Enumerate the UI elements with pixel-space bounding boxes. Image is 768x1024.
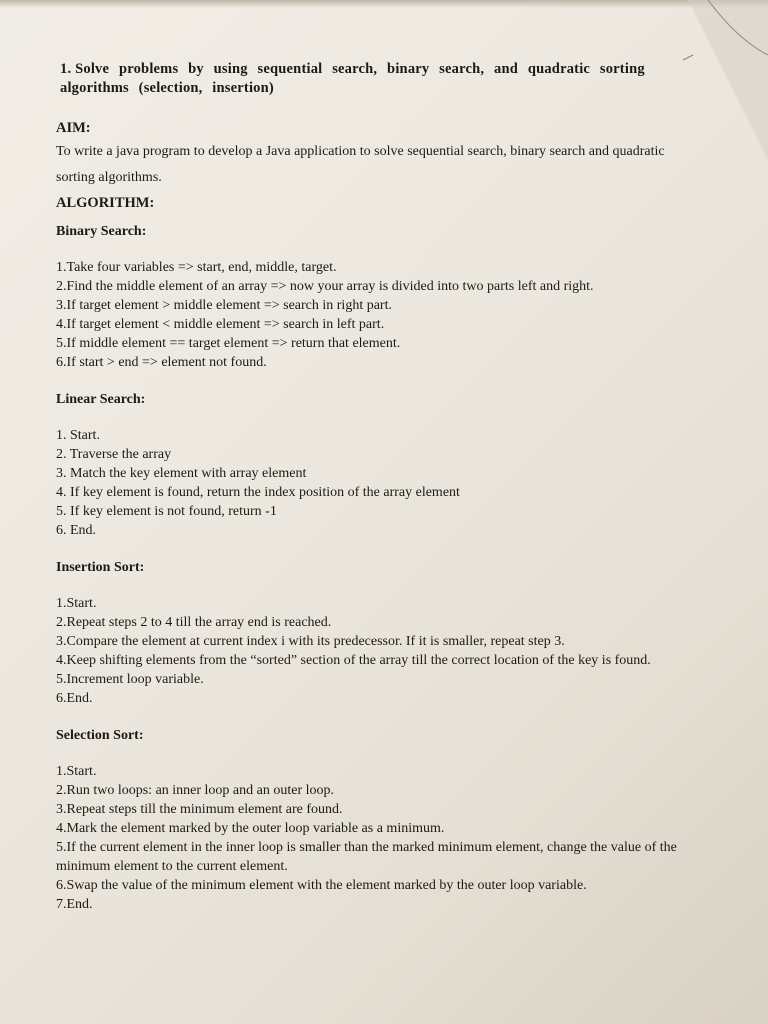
step-item: 4.Keep shifting elements from the “sorted” section of the array till the correct location of the key is found. — [56, 653, 651, 668]
section-insertion-sort — [56, 560, 706, 708]
exercise-number: 1. — [60, 61, 72, 77]
section-selection-sort — [56, 728, 706, 914]
step-list — [56, 426, 706, 540]
step-item: 2.Run two loops: an inner loop and an outer loop. — [56, 783, 335, 798]
step-item: 1.Start. — [56, 596, 97, 611]
aim-heading: AIM: — [56, 120, 91, 136]
section-binary-search — [56, 224, 706, 372]
step-item: 3.If target element > middle element => search in right part. — [56, 298, 392, 313]
step-item: 5.If middle element == target element => return that element. — [56, 336, 401, 351]
document-content — [56, 60, 706, 934]
step-item: 6.Swap the value of the minimum element with the element marked by the outer loop variable. — [56, 878, 587, 893]
step-item: 5. If key element is not found, return -1 — [56, 504, 277, 519]
step-item: 4.Mark the element marked by the outer loop variable as a minimum. — [56, 821, 445, 836]
step-item: 1.Start. — [56, 764, 97, 779]
step-item: 6.If start > end => element not found. — [56, 355, 267, 370]
step-item: 3.Repeat steps till the minimum element are found. — [56, 802, 343, 817]
step-list — [56, 594, 706, 708]
step-item: 2.Repeat steps 2 to 4 till the array end is reached. — [56, 615, 332, 630]
section-heading: Selection Sort: — [56, 728, 144, 743]
step-item: 2. Traverse the array — [56, 447, 172, 462]
step-item: 5.Increment loop variable. — [56, 672, 204, 687]
step-item: 7.End. — [56, 897, 93, 912]
algorithm-heading: ALGORITHM: — [56, 195, 155, 211]
section-linear-search — [56, 392, 706, 540]
step-item: 2.Find the middle element of an array => now your array is divided into two parts left and right. — [56, 279, 594, 294]
step-item: 6. End. — [56, 523, 97, 538]
step-item: 1. Start. — [56, 428, 100, 443]
step-item: 4. If key element is found, return the index position of the array element — [56, 485, 460, 500]
step-item: 6.End. — [56, 691, 93, 706]
step-item: 1.Take four variables => start, end, middle, target. — [56, 260, 337, 275]
section-heading: Insertion Sort: — [56, 560, 145, 575]
step-list — [56, 762, 706, 914]
step-item: 5.If the current element in the inner loop is smaller than the marked minimum element, change the value of the minimum element to the current element. — [56, 840, 677, 874]
step-item: 3. Match the key element with array element — [56, 466, 307, 481]
step-item: 4.If target element < middle element => search in left part. — [56, 317, 385, 332]
exercise-title — [60, 60, 706, 98]
aim-text: To write a java program to develop a Java application to solve sequential search, binary search and quadratic sorting algorithms. — [56, 144, 665, 185]
exercise-title-text: Solve problems by using sequential search, binary search, and quadratic sorting algorithms (selection, insertion) — [60, 61, 645, 96]
section-heading: Binary Search: — [56, 224, 147, 239]
step-list — [56, 258, 706, 372]
step-item: 3.Compare the element at current index i with its predecessor. If it is smaller, repeat step 3. — [56, 634, 565, 649]
section-heading: Linear Search: — [56, 392, 146, 407]
